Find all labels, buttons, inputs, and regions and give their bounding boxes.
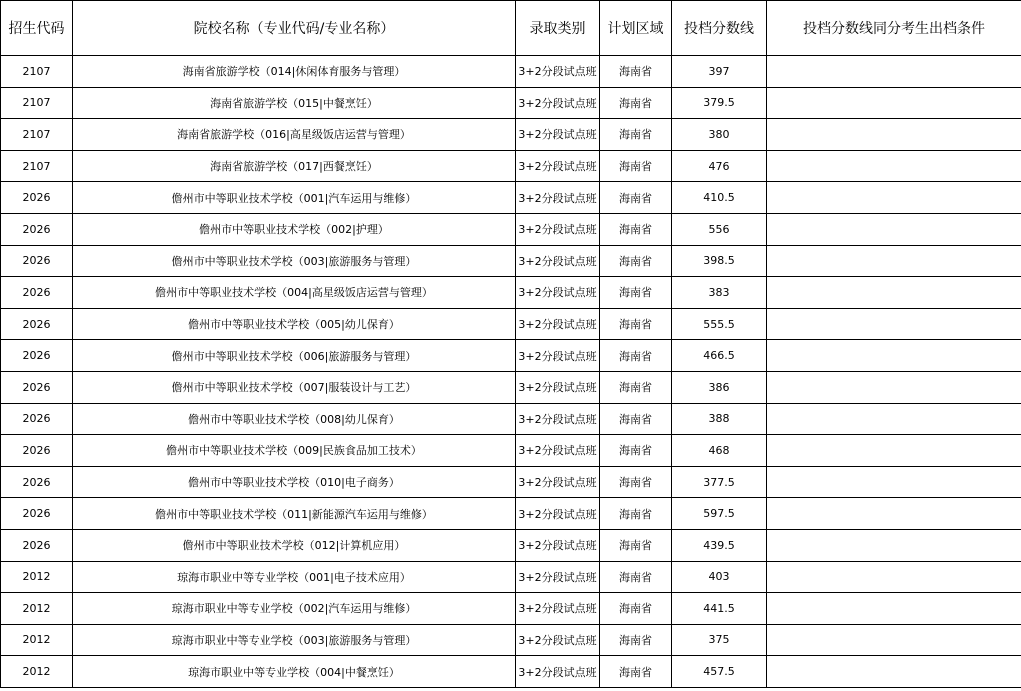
cell-region: 海南省 — [600, 624, 672, 656]
cell-school: 琼海市职业中等专业学校（001|电子技术应用） — [73, 561, 516, 593]
cell-code: 2026 — [1, 245, 73, 277]
cell-score: 555.5 — [672, 308, 767, 340]
cell-region: 海南省 — [600, 403, 672, 435]
cell-region: 海南省 — [600, 277, 672, 309]
cell-school: 儋州市中等职业技术学校（004|高星级饭店运营与管理） — [73, 277, 516, 309]
cell-region: 海南省 — [600, 308, 672, 340]
table-body — [1, 56, 1021, 688]
table-row — [1, 150, 1021, 182]
cell-score: 377.5 — [672, 466, 767, 498]
cell-code: 2026 — [1, 340, 73, 372]
cell-code: 2026 — [1, 277, 73, 309]
cell-code: 2012 — [1, 593, 73, 625]
cell-region: 海南省 — [600, 245, 672, 277]
cell-region: 海南省 — [600, 466, 672, 498]
cell-code: 2026 — [1, 435, 73, 467]
header-score: 投档分数线 — [672, 1, 767, 56]
table-row — [1, 119, 1021, 151]
cell-condition — [767, 561, 1021, 593]
table-row — [1, 466, 1021, 498]
cell-category: 3+2分段试点班 — [516, 371, 600, 403]
cell-school: 儋州市中等职业技术学校（001|汽车运用与维修） — [73, 182, 516, 214]
cell-region: 海南省 — [600, 213, 672, 245]
table-row — [1, 371, 1021, 403]
cell-condition — [767, 277, 1021, 309]
cell-code: 2107 — [1, 150, 73, 182]
cell-condition — [767, 371, 1021, 403]
cell-school: 琼海市职业中等专业学校（004|中餐烹饪） — [73, 656, 516, 688]
cell-category: 3+2分段试点班 — [516, 656, 600, 688]
cell-score: 398.5 — [672, 245, 767, 277]
header-condition: 投档分数线同分考生出档条件 — [767, 1, 1021, 56]
cell-condition — [767, 150, 1021, 182]
cell-region: 海南省 — [600, 87, 672, 119]
cell-code: 2012 — [1, 561, 73, 593]
cell-category: 3+2分段试点班 — [516, 593, 600, 625]
cell-score: 597.5 — [672, 498, 767, 530]
cell-category: 3+2分段试点班 — [516, 308, 600, 340]
cell-category: 3+2分段试点班 — [516, 87, 600, 119]
cell-code: 2026 — [1, 529, 73, 561]
cell-code: 2026 — [1, 403, 73, 435]
cell-score: 468 — [672, 435, 767, 467]
cell-region: 海南省 — [600, 593, 672, 625]
cell-code: 2026 — [1, 182, 73, 214]
header-school: 院校名称（专业代码/专业名称） — [73, 1, 516, 56]
table-row — [1, 245, 1021, 277]
cell-score: 466.5 — [672, 340, 767, 372]
cell-code: 2026 — [1, 371, 73, 403]
cell-region: 海南省 — [600, 529, 672, 561]
table-header — [1, 1, 1021, 56]
header-row — [1, 1, 1021, 56]
cell-code: 2107 — [1, 56, 73, 88]
cell-condition — [767, 593, 1021, 625]
cell-score: 397 — [672, 56, 767, 88]
cell-school: 儋州市中等职业技术学校（002|护理） — [73, 213, 516, 245]
cell-score: 388 — [672, 403, 767, 435]
cell-code: 2026 — [1, 498, 73, 530]
cell-code: 2107 — [1, 87, 73, 119]
cell-category: 3+2分段试点班 — [516, 529, 600, 561]
cell-condition — [767, 529, 1021, 561]
table-row — [1, 87, 1021, 119]
cell-score: 410.5 — [672, 182, 767, 214]
table-row — [1, 593, 1021, 625]
cell-code: 2026 — [1, 213, 73, 245]
table-row — [1, 403, 1021, 435]
cell-school: 海南省旅游学校（017|西餐烹饪） — [73, 150, 516, 182]
table-row — [1, 340, 1021, 372]
cell-category: 3+2分段试点班 — [516, 466, 600, 498]
cell-score: 556 — [672, 213, 767, 245]
cell-condition — [767, 119, 1021, 151]
cell-condition — [767, 624, 1021, 656]
header-code: 招生代码 — [1, 1, 73, 56]
table-row — [1, 435, 1021, 467]
cell-code: 2026 — [1, 466, 73, 498]
cell-category: 3+2分段试点班 — [516, 213, 600, 245]
cell-region: 海南省 — [600, 150, 672, 182]
cell-school: 琼海市职业中等专业学校（003|旅游服务与管理） — [73, 624, 516, 656]
cell-category: 3+2分段试点班 — [516, 245, 600, 277]
cell-region: 海南省 — [600, 340, 672, 372]
cell-condition — [767, 213, 1021, 245]
table-row — [1, 561, 1021, 593]
cell-region: 海南省 — [600, 656, 672, 688]
table-row — [1, 277, 1021, 309]
cell-score: 457.5 — [672, 656, 767, 688]
cell-category: 3+2分段试点班 — [516, 498, 600, 530]
table-row — [1, 498, 1021, 530]
cell-category: 3+2分段试点班 — [516, 119, 600, 151]
cell-school: 儋州市中等职业技术学校（006|旅游服务与管理） — [73, 340, 516, 372]
cell-score: 380 — [672, 119, 767, 151]
cell-region: 海南省 — [600, 498, 672, 530]
cell-school: 海南省旅游学校（014|休闲体育服务与管理） — [73, 56, 516, 88]
cell-school: 海南省旅游学校（016|高星级饭店运营与管理） — [73, 119, 516, 151]
cell-condition — [767, 56, 1021, 88]
cell-category: 3+2分段试点班 — [516, 561, 600, 593]
cell-code: 2012 — [1, 656, 73, 688]
cell-category: 3+2分段试点班 — [516, 277, 600, 309]
cell-category: 3+2分段试点班 — [516, 56, 600, 88]
cell-condition — [767, 87, 1021, 119]
cell-score: 383 — [672, 277, 767, 309]
cell-category: 3+2分段试点班 — [516, 624, 600, 656]
cell-region: 海南省 — [600, 435, 672, 467]
cell-region: 海南省 — [600, 371, 672, 403]
cell-category: 3+2分段试点班 — [516, 150, 600, 182]
cell-code: 2012 — [1, 624, 73, 656]
cell-school: 儋州市中等职业技术学校（005|幼儿保育） — [73, 308, 516, 340]
cell-school: 儋州市中等职业技术学校（012|计算机应用） — [73, 529, 516, 561]
cell-region: 海南省 — [600, 561, 672, 593]
cell-school: 儋州市中等职业技术学校（007|服装设计与工艺） — [73, 371, 516, 403]
cell-condition — [767, 245, 1021, 277]
cell-region: 海南省 — [600, 119, 672, 151]
cell-category: 3+2分段试点班 — [516, 403, 600, 435]
cell-school: 儋州市中等职业技术学校（011|新能源汽车运用与维修） — [73, 498, 516, 530]
cell-condition — [767, 182, 1021, 214]
cell-condition — [767, 498, 1021, 530]
cell-score: 403 — [672, 561, 767, 593]
cell-score: 386 — [672, 371, 767, 403]
cell-code: 2107 — [1, 119, 73, 151]
cell-category: 3+2分段试点班 — [516, 435, 600, 467]
cell-condition — [767, 403, 1021, 435]
table-row — [1, 656, 1021, 688]
cell-region: 海南省 — [600, 56, 672, 88]
cell-school: 海南省旅游学校（015|中餐烹饪） — [73, 87, 516, 119]
header-category: 录取类别 — [516, 1, 600, 56]
cell-score: 375 — [672, 624, 767, 656]
cell-code: 2026 — [1, 308, 73, 340]
table-row — [1, 213, 1021, 245]
table-row — [1, 529, 1021, 561]
table-row — [1, 56, 1021, 88]
cell-region: 海南省 — [600, 182, 672, 214]
header-region: 计划区域 — [600, 1, 672, 56]
table-row — [1, 308, 1021, 340]
cell-school: 琼海市职业中等专业学校（002|汽车运用与维修） — [73, 593, 516, 625]
cell-category: 3+2分段试点班 — [516, 182, 600, 214]
cell-score: 439.5 — [672, 529, 767, 561]
cell-school: 儋州市中等职业技术学校（009|民族食品加工技术） — [73, 435, 516, 467]
cell-condition — [767, 656, 1021, 688]
cell-school: 儋州市中等职业技术学校（010|电子商务） — [73, 466, 516, 498]
cell-condition — [767, 340, 1021, 372]
cell-school: 儋州市中等职业技术学校（008|幼儿保育） — [73, 403, 516, 435]
cell-score: 476 — [672, 150, 767, 182]
cell-condition — [767, 435, 1021, 467]
cell-category: 3+2分段试点班 — [516, 340, 600, 372]
table-row — [1, 624, 1021, 656]
cell-condition — [767, 466, 1021, 498]
table-row — [1, 182, 1021, 214]
cell-score: 441.5 — [672, 593, 767, 625]
cell-school: 儋州市中等职业技术学校（003|旅游服务与管理） — [73, 245, 516, 277]
cell-condition — [767, 308, 1021, 340]
cell-score: 379.5 — [672, 87, 767, 119]
